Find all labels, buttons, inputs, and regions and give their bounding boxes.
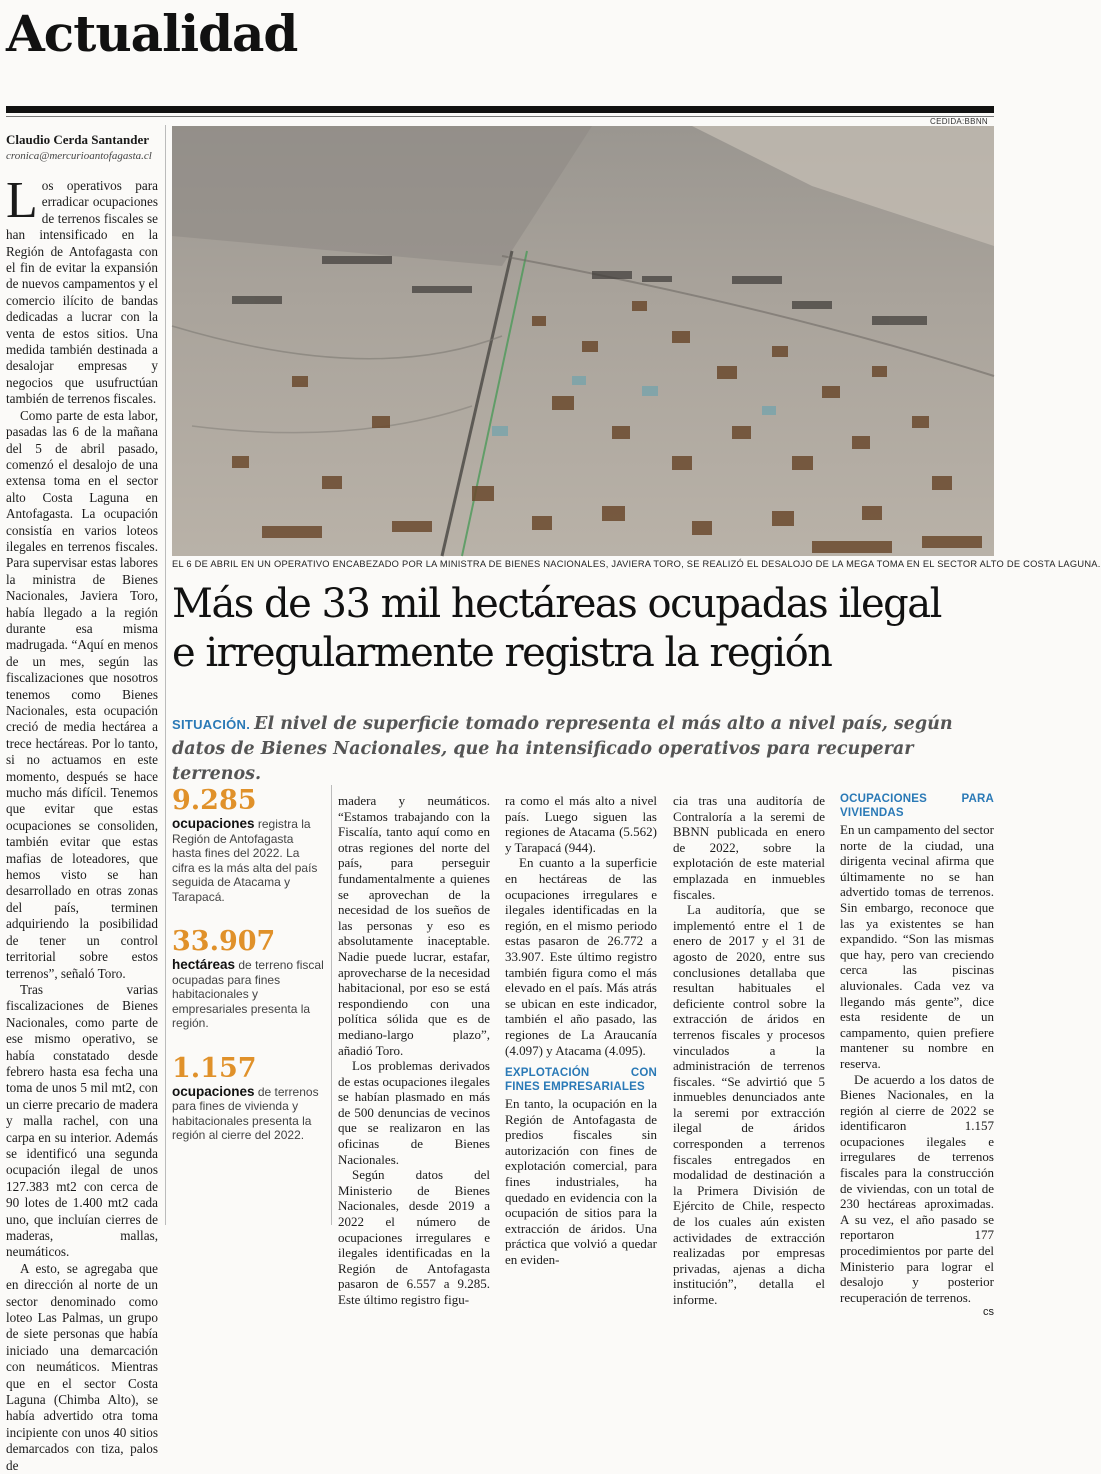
- paragraph: ra como el más alto a nivel país. Luego siguen las regiones de Atacama (5.562) y Tarapacá (944).: [505, 793, 657, 855]
- article-column-1: [6, 172, 158, 1473]
- drop-cap: L: [6, 172, 38, 229]
- stat-item: [172, 785, 324, 904]
- paragraph: os operativos para erradicar ocupaciones de terrenos fiscales se han intensificado en la Región de Antofagasta con el fin de evitar la expansión de nuevos campamentos y el comercio ilícito de bandas dedicadas a lucrar con la venta de estos sitios. Una medida también destinada a desalojar empresas y negocios que usufructúan también de terrenos fiscales.: [6, 178, 158, 407]
- deck-summary: [172, 712, 994, 787]
- column-divider: [331, 785, 332, 1225]
- subheading: EXPLOTACIÓN CON FINES EMPRESARIALES: [505, 1067, 657, 1094]
- end-mark: cs: [983, 1306, 994, 1319]
- byline: [6, 132, 166, 162]
- paragraph: La auditoría, que se implementó entre el 1 de enero de 2017 y el 31 de agosto de 2020, entre sus conclusiones detallaba que resultan habituales el deficiente control sobre la extracción de áridos en terrenos fiscales y procesos vinculados a la administración de terrenos fiscales. “Se advirtió que 5 inmuebles denunciados ante la seremi por extracción ilegal de áridos corresponden a terrenos fiscales entregados en modalidad de destinación a la Primera División de Ejército de Chile, respecto de los cuales aún existen actividades de extracción realizadas por empresas privadas, ajenas a dicha institución”, detalla el informe.: [673, 902, 825, 1307]
- stat-text: de terrenos para fines de vivienda y habitacionales presenta la región al cierre del 2022.: [172, 1084, 319, 1142]
- paragraph: Como parte de esta labor, pasadas las 6 de la mañana del 5 de abril pasado, comenzó el desalojo de una extensa toma en el sector alto Costa Laguna en Antofagasta. La ocupación consistía en varios loteos ilegales en terrenos fiscales. Para supervisar estas labores la ministra de Bienes Nacionales, Javiera Toro, había llegado a la región durante esa misma madrugada. “Aquí en menos de un mes, según las fiscalizaciones que nosotros tenemos como Bienes Nacionales, esta ocupación creció de media hectárea a trece hectáreas. Por lo tanto, si no actuamos en este momento, después se hace mucho más difícil. Tenemos que evitar que estas ocupaciones se consoliden, también evitar que estas mafias de loteadores, que hemos visto se han desarrollado en otras zonas del país, terminen adquiriendo la posibilidad de tener un control territorial sobre estos terrenos”, señaló Toro.: [6, 407, 158, 981]
- stats-panel: [172, 785, 324, 1165]
- stat-text: de terreno fiscal ocupadas para fines habitacionales y empresariales presenta la región.: [172, 958, 324, 1030]
- paragraph: Según datos del Ministerio de Bienes Nacionales, desde 2019 a 2022 el número de ocupaciones irregulares e ilegales identificadas en la Región de Antofagasta pasaron de 6.557 a 9.285. Este último registro figu-: [338, 1167, 490, 1307]
- deck-text: El nivel de superficie tomado representa el más alto a nivel país, según datos de Bienes Nacionales, que ha intensificado operativos para recuperar terrenos.: [172, 714, 953, 784]
- paragraph: cia tras una auditoría de Contraloría a la seremi de BBNN publicada en enero de 2022, sobre la explotación de este material emplazada en inmuebles fiscales.: [673, 793, 825, 902]
- stat-number: 9.285: [172, 785, 257, 816]
- article-column-4: [673, 793, 825, 1307]
- header-rule: [6, 106, 994, 113]
- headline: [172, 580, 994, 678]
- deck-label: SITUACIÓN.: [172, 717, 251, 732]
- stat-keyword: hectáreas: [172, 957, 236, 972]
- stat-number: 33.907: [172, 926, 276, 957]
- article-column-2: [338, 793, 490, 1307]
- section-title: Actualidad: [6, 4, 298, 63]
- paragraph: En un campamento del sector norte de la ciudad, una dirigenta vecinal afirma que últimamente no se han advertido tomas de terrenos. Sin embargo, reconoce que las ya existentes se han expandido. “Son las mismas que hay, pero van creciendo cerca las piscinas aluvionales. Cada vez va llegando más gente”, dice esta residente de un campamento, quien prefiere mantener su nombre en reserva.: [840, 822, 994, 1071]
- subheading: OCUPACIONES PARA VIVIENDAS: [840, 793, 994, 819]
- paragraph: Tras varias fiscalizaciones de Bienes Nacionales, como parte de ese mismo operativo, se había constatado desde febrero hasta esa fecha una toma de unos 5 mil mt2, con un cierre precario de madera y malla rachel, con una carpa en su interior. Además se identificó una segunda ocupación ilegal de unos 127.383 mt2 con cerca de 90 lotes de 1.400 mt2 cada uno, que incluían cierres de maderas, mallas, neumáticos.: [6, 981, 158, 1260]
- paragraph: En cuanto a la superficie en hectáreas de las ocupaciones irregulares e ilegales identificadas en la región, en el mismo periodo estas pasaron de 26.772 a 33.907. Este último registro también figura como el más elevado en el país. Más atrás se ubican en este indicador, también el año pasado, las regiones de La Araucanía (4.097) y Atacama (4.095).: [505, 855, 657, 1058]
- author-email[interactable]: cronica@mercurioantofagasta.cl: [6, 150, 152, 162]
- aerial-photo-illustration: [172, 126, 994, 556]
- header-thin-rule: [6, 116, 994, 117]
- paragraph: De acuerdo a los datos de Bienes Nacionales, en la región al cierre de 2022 se identificaron 1.157 ocupaciones ilegales e irregulares de terrenos fiscales para la construcción de viviendas, con un total de 230 hectáreas aproximadas. A su vez, el año pasado se reportaron 177 procedimientos por parte del Ministerio para lograr el desalojo y posterior recuperación de terrenos.: [840, 1071, 994, 1305]
- paragraph: A esto, se agregaba que en dirección al norte de un sector denominado como loteo Las Palmas, un grupo de siete personas que había iniciado una demarcación con neumáticos. Mientras que en el sector Costa Laguna (Chimba Alto), se había advertido otra toma incipiente con unos 40 sitios demarcados con tiza, palos de: [6, 1260, 158, 1473]
- paragraph: madera y neumáticos. “Estamos trabajando con la Fiscalía, tanto aquí como en otras regiones del norte del país, para perseguir fundamentalmente a quienes se aprovechan de la necesidad de los sueños de las personas y eso es absolutamente inaceptable. Nadie puede lucrar, estafar, aprovecharse de la necesidad habitacional, por eso se está respondiendo con una política sólida que es de mediano-largo plazo”, añadió Toro.: [338, 793, 490, 1058]
- stat-item: [172, 926, 324, 1031]
- photo-credit: CEDIDA:BBNN: [930, 117, 988, 126]
- column-divider: [165, 125, 166, 1225]
- stat-keyword: ocupaciones: [172, 1083, 255, 1099]
- author-name: Claudio Cerda Santander: [6, 132, 150, 147]
- stat-number: 1.157: [172, 1052, 257, 1084]
- article-column-3: [505, 793, 657, 1268]
- headline-line-2: e irregularmente registra la región: [172, 630, 832, 676]
- stat-text: registra la Región de Antofagasta hasta fines del 2022. La cifra es la más alta del país seguida de Atacama y Tarapacá.: [172, 817, 318, 904]
- article-column-5: [840, 788, 994, 1319]
- headline-line-1: Más de 33 mil hectáreas ocupadas ilegal: [172, 581, 941, 627]
- stat-item: [172, 1053, 324, 1143]
- paragraph: Los problemas derivados de estas ocupaciones ilegales se habían plasmado en más de 500 denuncias de vecinos que se realizaron en las oficinas de Bienes Nacionales.: [338, 1058, 490, 1167]
- aerial-photo: [172, 126, 994, 556]
- photo-caption: EL 6 DE ABRIL EN UN OPERATIVO ENCABEZADO POR LA MINISTRA DE BIENES NACIONALES, JAVIERA TORO, SE REALIZÓ EL DESALOJO DE LA MEGA TOMA EN EL SECTOR ALTO DE COSTA LAGUNA.: [172, 559, 1101, 569]
- stat-keyword: ocupaciones: [172, 816, 255, 831]
- paragraph: En tanto, la ocupación en la Región de Antofagasta de predios fiscales sin autorización con fines de explotación comercial, para fines industriales, ha quedado en evidencia con la ocupación de sitios para la extracción de áridos. Una práctica que volvió a quedar en eviden-: [505, 1096, 657, 1268]
